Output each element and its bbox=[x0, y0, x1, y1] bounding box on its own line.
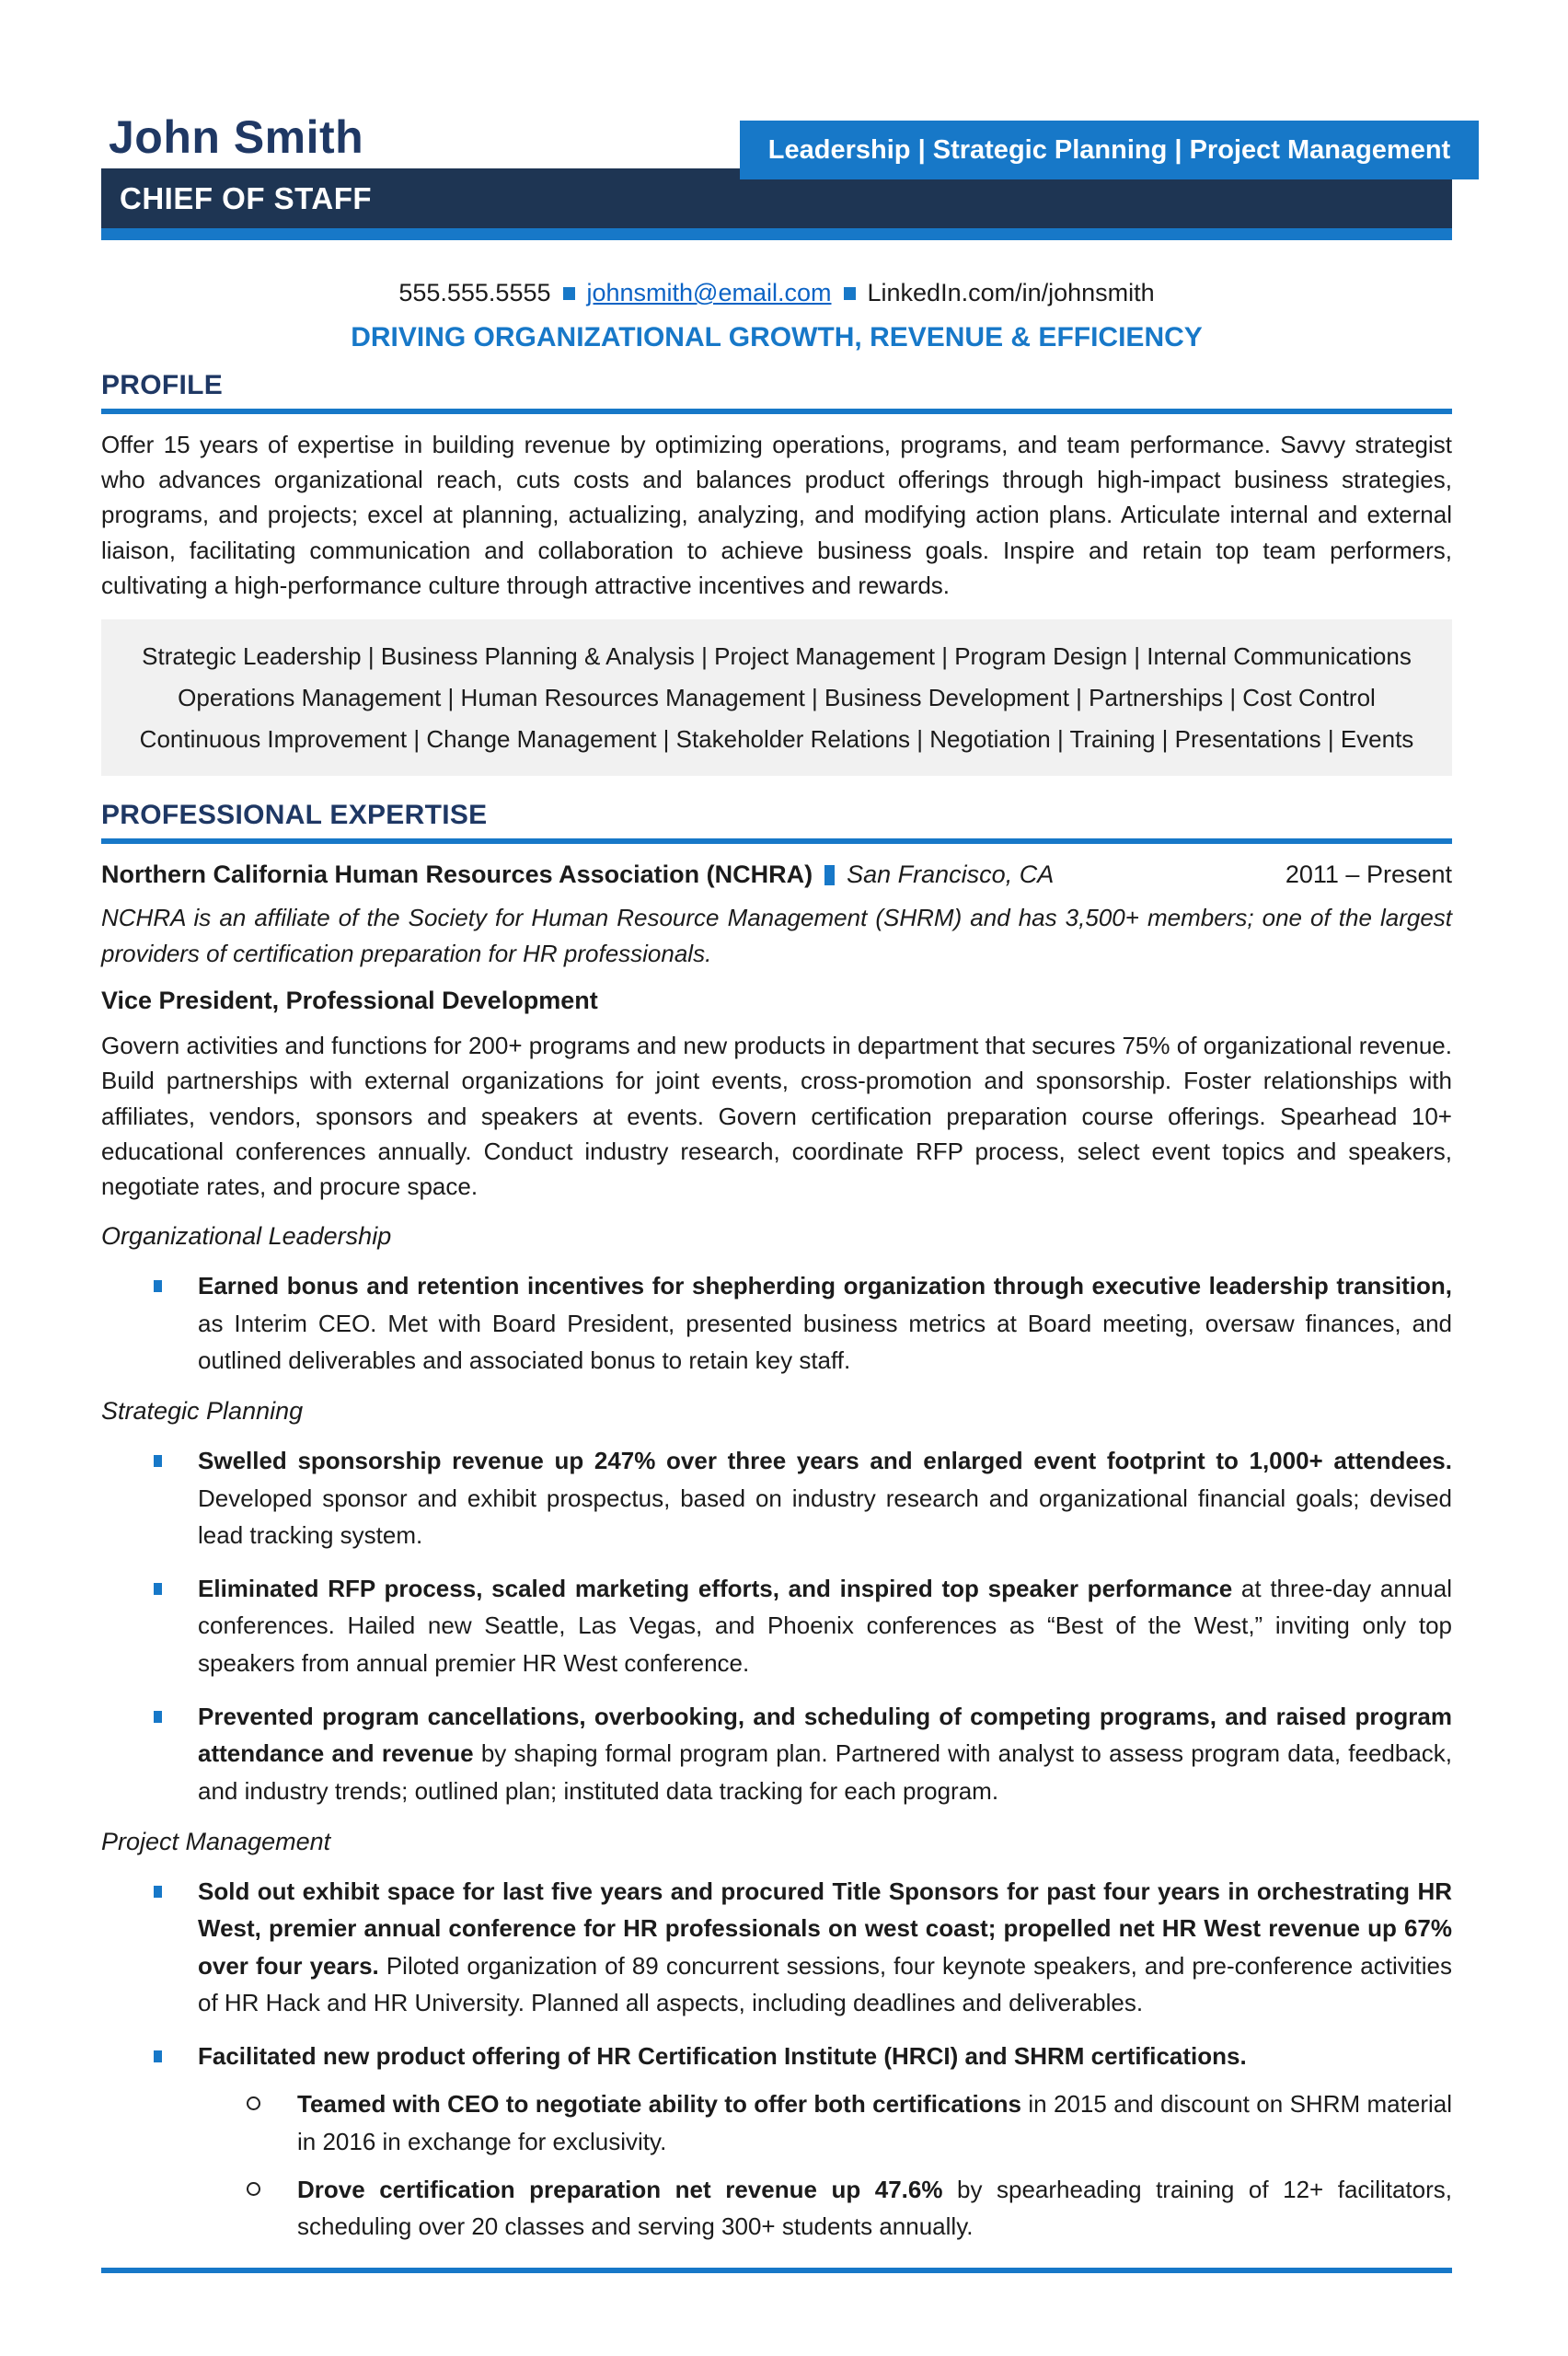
bottom-divider bbox=[101, 2268, 1452, 2273]
bullet-square-icon bbox=[154, 1711, 162, 1723]
bullet-square-icon bbox=[154, 1280, 162, 1292]
bullet-item bbox=[101, 1698, 1452, 1809]
skills-box bbox=[101, 619, 1452, 776]
bullet-text: Facilitated new product offering of HR Certification Institute (HRCI) and SHRM certifications. bbox=[198, 2042, 1247, 2071]
bullet-text: Swelled sponsorship revenue up 247% over three years and enlarged event footprint to 1,000+ attendees. Developed sponsor and exhibit prospectus, based on industry research and organizational financial goals; devised lead tracking system. bbox=[198, 1447, 1452, 1549]
profile-paragraph: Offer 15 years of expertise in building revenue by optimizing operations, programs, and team performance. Savvy strategist who advances organizational reach, cuts costs and balances product offerings through high-impact business strategies, programs, and projects; excel at planning, actualizing, analyzing, and modifying action plans. Articulate internal and external liaison, facilitating communication and collaboration to achieve business goals. Inspire and retain top team performers, cultivating a high-performance culture through attractive incentives and rewards. bbox=[101, 431, 1452, 599]
circle-bullet-icon bbox=[247, 2096, 260, 2110]
profile-heading: PROFILE bbox=[101, 370, 1452, 414]
phone-number: 555.555.5555 bbox=[398, 279, 551, 306]
bullet-square-icon bbox=[154, 1886, 162, 1898]
position-title: Vice President, Professional Development bbox=[101, 987, 598, 1015]
bullet-item bbox=[101, 1267, 1452, 1379]
header-skills-badge bbox=[740, 121, 1479, 179]
circle-bullet-icon bbox=[247, 2182, 260, 2196]
bullet-item bbox=[101, 1873, 1452, 2021]
company-name: Northern California Human Resources Association (NCHRA) bbox=[101, 860, 813, 889]
position-summary: Govern activities and functions for 200+ programs and new products in department that secures 75% of organizational revenue. Build partnerships with external organizations for joint events, cross-promotion and sponsorship. Foster relationships with affiliates, vendors, sponsors and speakers at events. Govern certification preparation course offerings. Spearhead 10+ educational conferences annually. Conduct industry research, coordinate RFP process, select event topics and speakers, negotiate rates, and procure space. bbox=[101, 1032, 1452, 1201]
tagline: DRIVING ORGANIZATIONAL GROWTH, REVENUE & EFFICIENCY bbox=[351, 322, 1203, 352]
separator-square-icon bbox=[563, 287, 575, 300]
company-description: NCHRA is an affiliate of the Society for Human Resource Management (SHRM) and has 3,500+ members; one of the largest providers of certification preparation for HR professionals. bbox=[101, 904, 1452, 968]
bullet-square-icon bbox=[154, 1455, 162, 1467]
employment-dates: 2011 – Present bbox=[1285, 860, 1452, 889]
skills-line: Strategic Leadership | Business Planning & Analysis | Project Management | Program Design | Internal Communications bbox=[142, 642, 1412, 671]
skills-line: Operations Management | Human Resources Management | Business Development | Partnerships | Cost Control bbox=[178, 683, 1376, 711]
bullet-text: Eliminated RFP process, scaled marketing efforts, and inspired top speaker performance at three-day annual conferences. Hailed new Seattle, Las Vegas, and Phoenix conferences as “Best of the West,” inviting only top speakers from annual premier HR West conference. bbox=[198, 1575, 1452, 1677]
separator-square-icon bbox=[824, 865, 835, 885]
bullet-square-icon bbox=[154, 2050, 162, 2062]
company-row bbox=[101, 860, 1452, 889]
email-link[interactable]: johnsmith@email.com bbox=[586, 279, 832, 306]
subheading-strategic-planning: Strategic Planning bbox=[101, 1397, 304, 1426]
candidate-name: John Smith bbox=[109, 111, 364, 163]
contact-line bbox=[101, 279, 1452, 307]
subheading-project-management: Project Management bbox=[101, 1827, 331, 1855]
skills-line: Continuous Improvement | Change Management | Stakeholder Relations | Negotiation | Training | Presentations | Events bbox=[139, 724, 1414, 753]
linkedin-text: LinkedIn.com/in/johnsmith bbox=[867, 279, 1155, 306]
sub-bullet-item bbox=[101, 2171, 1452, 2246]
sub-bullet-text: Drove certification preparation net revenue up 47.6% by spearheading training of 12+ facilitators, scheduling over 20 classes and serving 300+ students annually. bbox=[297, 2175, 1452, 2241]
expertise-heading: PROFESSIONAL EXPERTISE bbox=[101, 800, 1452, 844]
job-title-bar-label: CHIEF OF STAFF bbox=[120, 180, 373, 215]
separator-square-icon bbox=[844, 287, 856, 300]
sub-bullet-text: Teamed with CEO to negotiate ability to offer both certifications in 2015 and discount on SHRM material in 2016 in exchange for exclusivity. bbox=[297, 2090, 1452, 2155]
header-accent-strip bbox=[101, 228, 1452, 240]
bullet-text: Sold out exhibit space for last five years and procured Title Sponsors for past four years in orchestrating HR West, premier annual conference for HR professionals on west coast; propelled net HR West revenue up 67% over four years. Piloted organization of 89 concurrent sessions, four keynote speakers, and pre-conference activities of HR Hack and HR University. Planned all aspects, including deadlines and deliverables. bbox=[198, 1877, 1452, 2016]
bullet-item bbox=[101, 1442, 1452, 1553]
bullet-item bbox=[101, 2038, 1452, 2074]
sub-bullet-item bbox=[101, 2085, 1452, 2160]
header-skills-badge-label: Leadership | Strategic Planning | Project Management bbox=[767, 134, 1451, 165]
company-location: San Francisco, CA bbox=[847, 860, 1055, 889]
bullet-text: Prevented program cancellations, overbooking, and scheduling of competing programs, and raised program attendance and revenue by shaping formal program plan. Partnered with analyst to assess program data, feedback, and industry trends; outlined plan; instituted data tracking for each program. bbox=[198, 1703, 1453, 1805]
bullet-item bbox=[101, 1570, 1452, 1681]
subheading-organizational-leadership: Organizational Leadership bbox=[101, 1222, 392, 1251]
bullet-text: Earned bonus and retention incentives for shepherding organization through executive leadership transition, as Interim CEO. Met with Board President, presented business metrics at Board meeting, oversaw finances, and outlined deliverables and associated bonus to retain key staff. bbox=[198, 1272, 1452, 1374]
bullet-square-icon bbox=[154, 1583, 162, 1595]
